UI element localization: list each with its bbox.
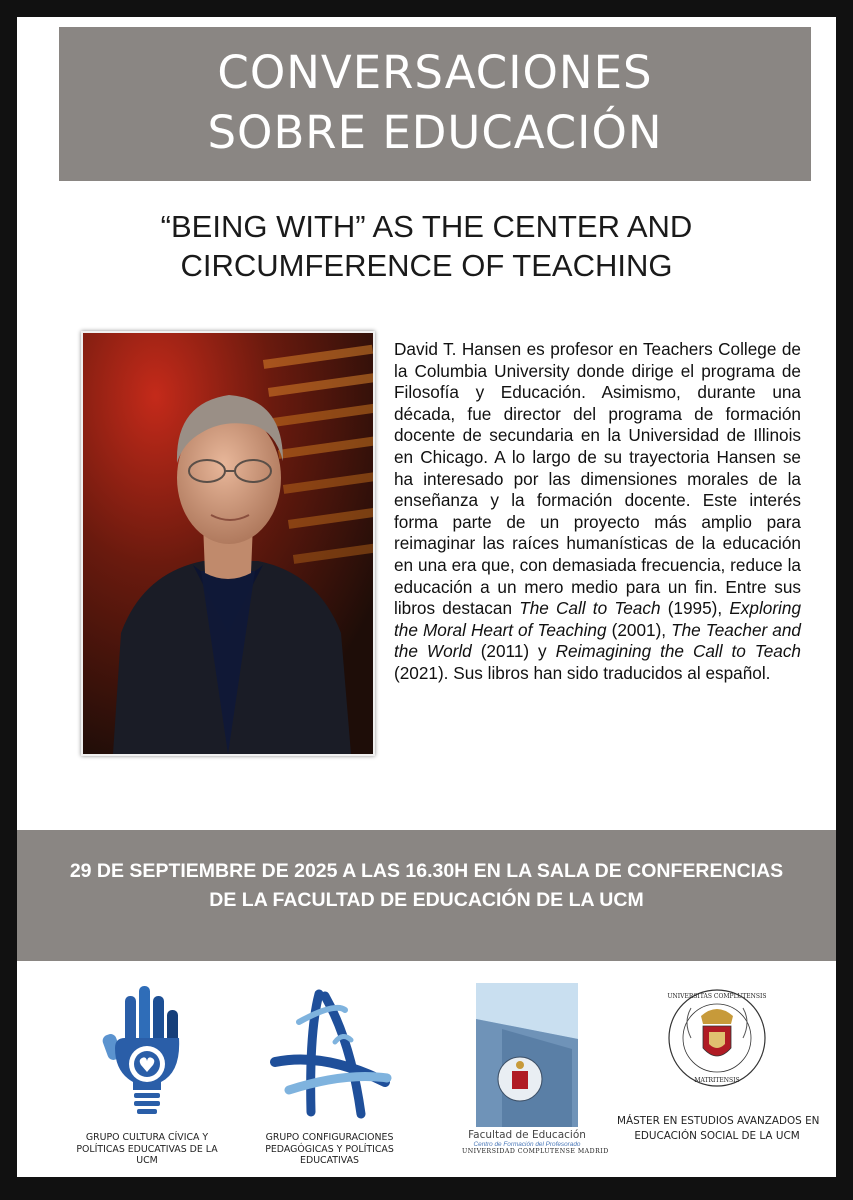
book-year-2: (2001), [606, 619, 672, 640]
abstract-triangle-icon [265, 982, 395, 1120]
event-details-band [17, 830, 836, 961]
book-title-2: Exploring the Moral Heart of Teaching [394, 598, 801, 640]
book-title-1: The Call to Teach [519, 598, 661, 619]
facultad-label: Facultad de Educación [468, 1129, 586, 1141]
facultad-sublabel: Centro de Formación del Profesorado [473, 1141, 581, 1148]
bio-intro: David T. Hansen es profesor en Teachers College de la Columbia University donde dirige el programa de Filosofía y Educación. Asimismo, durante una década, fue director del programa de formación docente de secundaria en la Universidad de Illinois en Chicago. A lo largo de su trayectoria Hansen se ha interesado por las dimensiones morales de la enseñanza y la formación docente. Este interés forma parte de un proyecto más amplio para reimaginar las raíces humanísticas de la educación en una era que, con demasiada frecuencia, reduce la educación a un mero medio para un fin. Entre sus libros destacan [394, 339, 801, 619]
speaker-photo [81, 331, 375, 756]
book-title-3: The Teacher and the World [394, 619, 801, 662]
talk-title-line-2: CIRCUMFERENCE OF TEACHING [180, 248, 673, 283]
book-year-1: (1995), [660, 598, 730, 619]
logo-caption-master [617, 1114, 820, 1144]
caption-line: EDUCACIÓN SOCIAL DE LA UCM [634, 1130, 800, 1142]
logo-master-ucm [617, 982, 820, 1144]
series-title-line-1: CONVERSACIONES [217, 46, 653, 99]
poster [17, 17, 836, 1177]
talk-title [17, 207, 836, 285]
caption-line: GRUPO CULTURA CÍVICA Y [85, 1132, 209, 1143]
caption-line: MÁSTER EN ESTUDIOS AVANZADOS EN [617, 1115, 820, 1127]
logo-caption-grupo-civica [67, 1132, 227, 1167]
event-line-2: DE LA FACULTAD DE EDUCACIÓN DE LA UCM [209, 889, 644, 911]
facultad-crest-icon [472, 979, 582, 1129]
book-title-4: Reimagining the Call to Teach [555, 641, 801, 662]
logo-grupo-cultura-civica [67, 982, 227, 1167]
facultad-university: UNIVERSIDAD COMPLUTENSE MADRID [462, 1148, 609, 1155]
caption-line: GRUPO CONFIGURACIONES [265, 1132, 394, 1143]
caption-line: UCM [136, 1155, 158, 1166]
speaker-bio [394, 339, 801, 685]
talk-title-line-1: “BEING WITH” AS THE CENTER AND [160, 209, 693, 244]
logo-grupo-configuraciones [247, 982, 412, 1167]
caption-line: POLÍTICAS EDUCATIVAS DE LA [76, 1143, 218, 1155]
bio-outro: (2021). Sus libros han sido traducidos al español. [394, 662, 771, 683]
seal-top-text: UNIVERSITAS COMPLUTENSIS [667, 993, 767, 1000]
series-banner [59, 27, 811, 181]
event-line-1: 29 DE SEPTIEMBRE DE 2025 A LAS 16.30H EN LA SALA DE CONFERENCIAS [69, 860, 784, 882]
logo-facultad-educacion [462, 979, 609, 1155]
book-year-3: (2011) y [471, 641, 556, 662]
hand-lightbulb-icon [101, 982, 193, 1120]
series-title-line-2: SOBRE EDUCACIÓN [207, 106, 663, 159]
caption-line: EDUCATIVAS [300, 1155, 359, 1166]
ucm-seal-icon [665, 982, 769, 1092]
seal-bottom-text: MATRITENSIS [694, 1077, 740, 1084]
logo-caption-grupo-config [247, 1132, 412, 1167]
caption-line: PEDAGÓGICAS Y POLÍTICAS [265, 1143, 394, 1155]
